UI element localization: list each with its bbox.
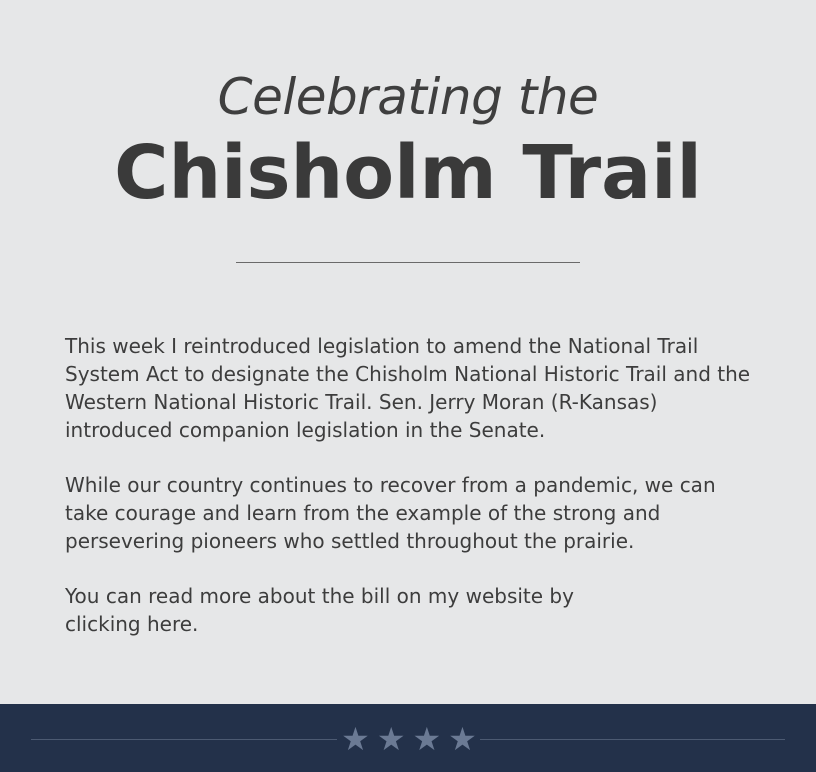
footer-divider-left — [31, 739, 337, 740]
closing-period: . — [192, 612, 199, 636]
paragraph-pandemic: While our country continues to recover from a pandemic, we can take courage and learn from the example of the strong and persevering pioneers who settled throughout the prairie. — [65, 473, 716, 553]
header-subtitle: Celebrating the — [217, 68, 599, 126]
paragraph-legislation: This week I reintroduced legislation to amend the National Trail System Act to designate the Chisholm National Historic Trail and the Western National Historic Trail. Sen. Jerry Moran (R-Kansas) introduced companion legislation in the Senate. — [65, 334, 751, 442]
website-text: You can read more about the bill on my website by — [65, 584, 574, 608]
footer-divider-right — [480, 739, 785, 740]
header-divider — [236, 262, 580, 263]
star-icon: ★ — [448, 720, 477, 758]
article-body — [65, 332, 755, 665]
star-icon: ★ — [341, 720, 370, 758]
footer-stars — [338, 717, 480, 761]
header-title: Chisholm Trail — [114, 130, 702, 216]
footer-banner — [0, 704, 816, 772]
clicking-here-link[interactable]: clicking here — [65, 612, 193, 636]
star-icon: ★ — [412, 720, 442, 758]
star-icon: ★ — [376, 720, 406, 758]
paragraph-website — [65, 582, 625, 638]
